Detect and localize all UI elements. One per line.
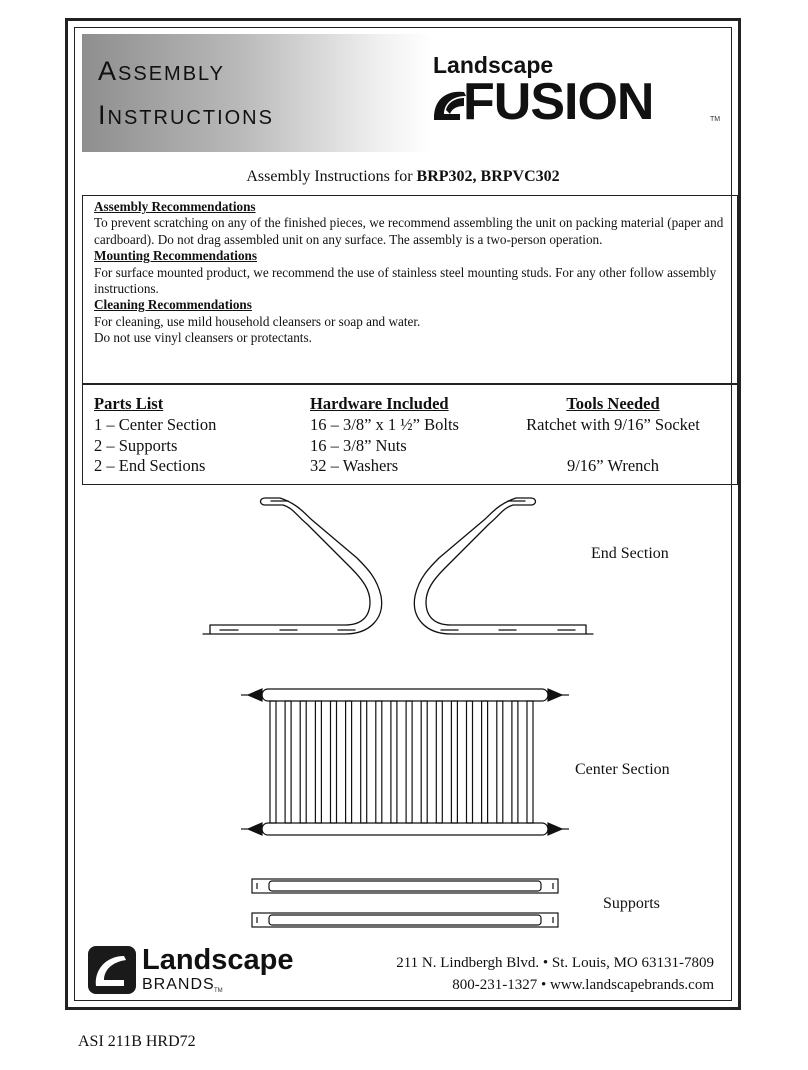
center-section-picket <box>436 701 442 823</box>
center-section-picket <box>482 701 488 823</box>
center-section-picket <box>270 701 276 823</box>
center-section-label: Center Section <box>575 761 670 778</box>
cleaning-recommendations-text: For cleaning, use mild household cleansers or soap and water. <box>94 313 421 329</box>
title-initial: A <box>98 56 119 86</box>
landscape-brands-sub: BRANDS <box>142 976 215 993</box>
cleaning-recommendations-heading: Cleaning Recommendations <box>94 297 252 313</box>
center-section-picket <box>527 701 533 823</box>
center-section-picket <box>391 701 397 823</box>
title-rest: NSTRUCTIONS <box>107 107 274 129</box>
center-section-picket <box>300 701 306 823</box>
center-section-drawing <box>241 689 569 835</box>
mounting-recommendations-text: For surface mounted product, we recommend the use of stainless steel mounting studs. For any other follow assembly instructions. <box>94 264 717 297</box>
company-address: 211 N. Lindbergh Blvd. • St. Louis, MO 63131-7809 <box>396 955 714 971</box>
parts-list-item: 2 – End Sections <box>94 456 206 476</box>
cleaning-recommendations-text: Do not use vinyl cleansers or protectants. <box>94 330 312 346</box>
center-section-picket <box>421 701 427 823</box>
parts-list-heading: Parts List <box>94 394 164 413</box>
center-section-picket <box>315 701 321 823</box>
assembly-recommendations-heading: Assembly Recommendations <box>94 199 256 214</box>
fusion-logo-word: FUSION <box>463 73 654 131</box>
hardware-item: 16 – 3/8” x 1 ½” Bolts <box>310 414 459 434</box>
support-bottom-drawing <box>252 913 558 927</box>
page-inner-frame <box>74 27 732 1001</box>
tools-item: Ratchet with 9/16” Socket <box>526 414 700 434</box>
parts-list-item: 1 – Center Section <box>94 414 217 434</box>
model-numbers: BRP302, BRPVC302 <box>416 168 560 185</box>
supports-label: Supports <box>603 895 660 912</box>
tools-heading: Tools Needed <box>566 394 660 413</box>
center-section-picket <box>376 701 382 823</box>
center-section-picket <box>361 701 367 823</box>
title-initial: I <box>98 100 108 130</box>
company-contact: 800-231-1327 • www.landscapebrands.com <box>452 977 714 993</box>
landscape-brands-name: Landscape <box>142 944 294 976</box>
support-top-drawing <box>252 879 558 893</box>
center-section-picket <box>346 701 352 823</box>
center-section-picket <box>331 701 337 823</box>
fusion-logo-top-word: Landscape <box>433 52 554 78</box>
hardware-item: 32 – Washers <box>310 456 399 476</box>
end-section-right-drawing <box>414 498 593 634</box>
hardware-heading: Hardware Included <box>310 394 449 413</box>
hardware-item: 16 – 3/8” Nuts <box>310 435 407 455</box>
center-section-picket <box>285 701 291 823</box>
trademark-mark: TM <box>710 116 721 123</box>
center-section-pickets <box>270 701 533 823</box>
mounting-recommendations-heading: Mounting Recommendations <box>94 248 258 264</box>
center-section-picket <box>451 701 457 823</box>
parts-diagram <box>75 28 737 1006</box>
page-frame <box>65 18 741 1010</box>
center-section-picket <box>512 701 518 823</box>
center-section-picket <box>497 701 503 823</box>
subheading-prefix: Assembly Instructions for <box>246 168 417 185</box>
center-section-picket <box>467 701 473 823</box>
center-section-picket <box>406 701 412 823</box>
end-section-left-drawing <box>203 498 382 634</box>
end-section-label: End Section <box>591 545 669 562</box>
title-rest: SSEMBLY <box>118 63 226 85</box>
landscape-brands-icon <box>88 946 136 994</box>
document-code: ASI 211B HRD72 <box>78 1033 196 1050</box>
tools-item: 9/16” Wrench <box>566 456 660 476</box>
parts-list-item: 2 – Supports <box>94 435 178 455</box>
landscape-brands-tm: TM <box>214 988 223 994</box>
assembly-recommendations-text: To prevent scratching on any of the finished pieces, we recommend assembling the unit on packing material (paper and cardboard). Do not drag assembled unit on any surface. The assembly is a two-person operation. <box>94 215 724 247</box>
